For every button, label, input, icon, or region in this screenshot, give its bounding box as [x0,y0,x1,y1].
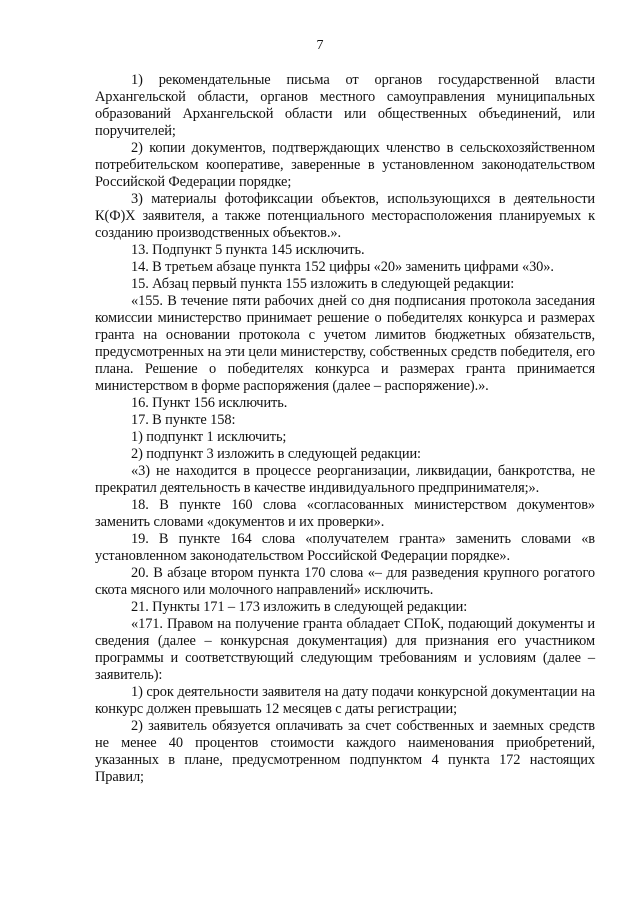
paragraph-14: 19. В пункте 164 слова «получателем гранта» заменить словами «в установленном законодательством Российской Федерации порядке». [95,531,595,564]
document-body [95,72,595,786]
paragraph-12: «3) не находится в процессе реорганизации, ликвидации, банкротства, не прекратил деятельность в качестве индивидуального предпринимателя;». [95,463,595,496]
paragraph-5: 14. В третьем абзаце пункта 152 цифры «20» заменить цифрами «30». [131,259,554,275]
paragraph-7: «155. В течение пяти рабочих дней со дня подписания протокола заседания комиссии министерство принимает решение о победителях конкурса и размерах гранта на основании протокола с учетом лимитов бюджетных обязательств, предусмотренных на эти цели министерству, собственных средств победителя, его плана. Решение о победителях конкурса и размерах гранта принимается министерством в форме распоряжения (далее – распоряжение).». [95,293,595,394]
paragraph-13: 18. В пункте 160 слова «согласованных министерством документов» заменить словами «документов и их проверки». [95,497,595,530]
paragraph-4: 13. Подпункт 5 пункта 145 исключить. [131,242,365,258]
paragraph-2: 2) копии документов, подтверждающих членство в сельскохозяйственном потребительском кооперативе, заверенные в установленном законодательством Российской Федерации порядке; [95,140,595,190]
paragraph-19: 2) заявитель обязуется оплачивать за счет собственных и заемных средств не менее 40 процентов стоимости каждого наименования приобретений, указанных в плане, предусмотренном подпунктом 4 пункта 172 настоящих Правил; [95,718,595,785]
paragraph-8: 16. Пункт 156 исключить. [131,395,288,411]
paragraph-18: 1) срок деятельности заявителя на дату подачи конкурсной документации на конкурс должен превышать 12 месяцев с даты регистрации; [95,684,595,717]
paragraph-10: 1) подпункт 1 исключить; [131,429,287,445]
paragraph-17: «171. Правом на получение гранта обладает СПоК, подающий документы и сведения (далее – конкурсная документация) для признания его участником программы и соответствующий следующим требованиям и условиям (далее – заявитель): [95,616,595,683]
paragraph-6: 15. Абзац первый пункта 155 изложить в следующей редакции: [131,276,515,292]
paragraph-16: 21. Пункты 171 – 173 изложить в следующей редакции: [131,599,468,615]
paragraph-1: 1) рекомендательные письма от органов государственной власти Архангельской области, органов местного самоуправления муниципальных образований Архангельской области или общественных объединений, или поручителей; [95,72,595,139]
page-number: 7 [316,38,324,53]
paragraph-3: 3) материалы фотофиксации объектов, использующихся в деятельности К(Ф)Х заявителя, а также потенциального месторасположения планируемых к созданию производственных объектов.». [95,191,595,241]
paragraph-11: 2) подпункт 3 изложить в следующей редакции: [131,446,421,462]
paragraph-9: 17. В пункте 158: [131,412,236,428]
paragraph-15: 20. В абзаце втором пункта 170 слова «– для разведения крупного рогатого скота мясного или молочного направлений» исключить. [95,565,595,598]
